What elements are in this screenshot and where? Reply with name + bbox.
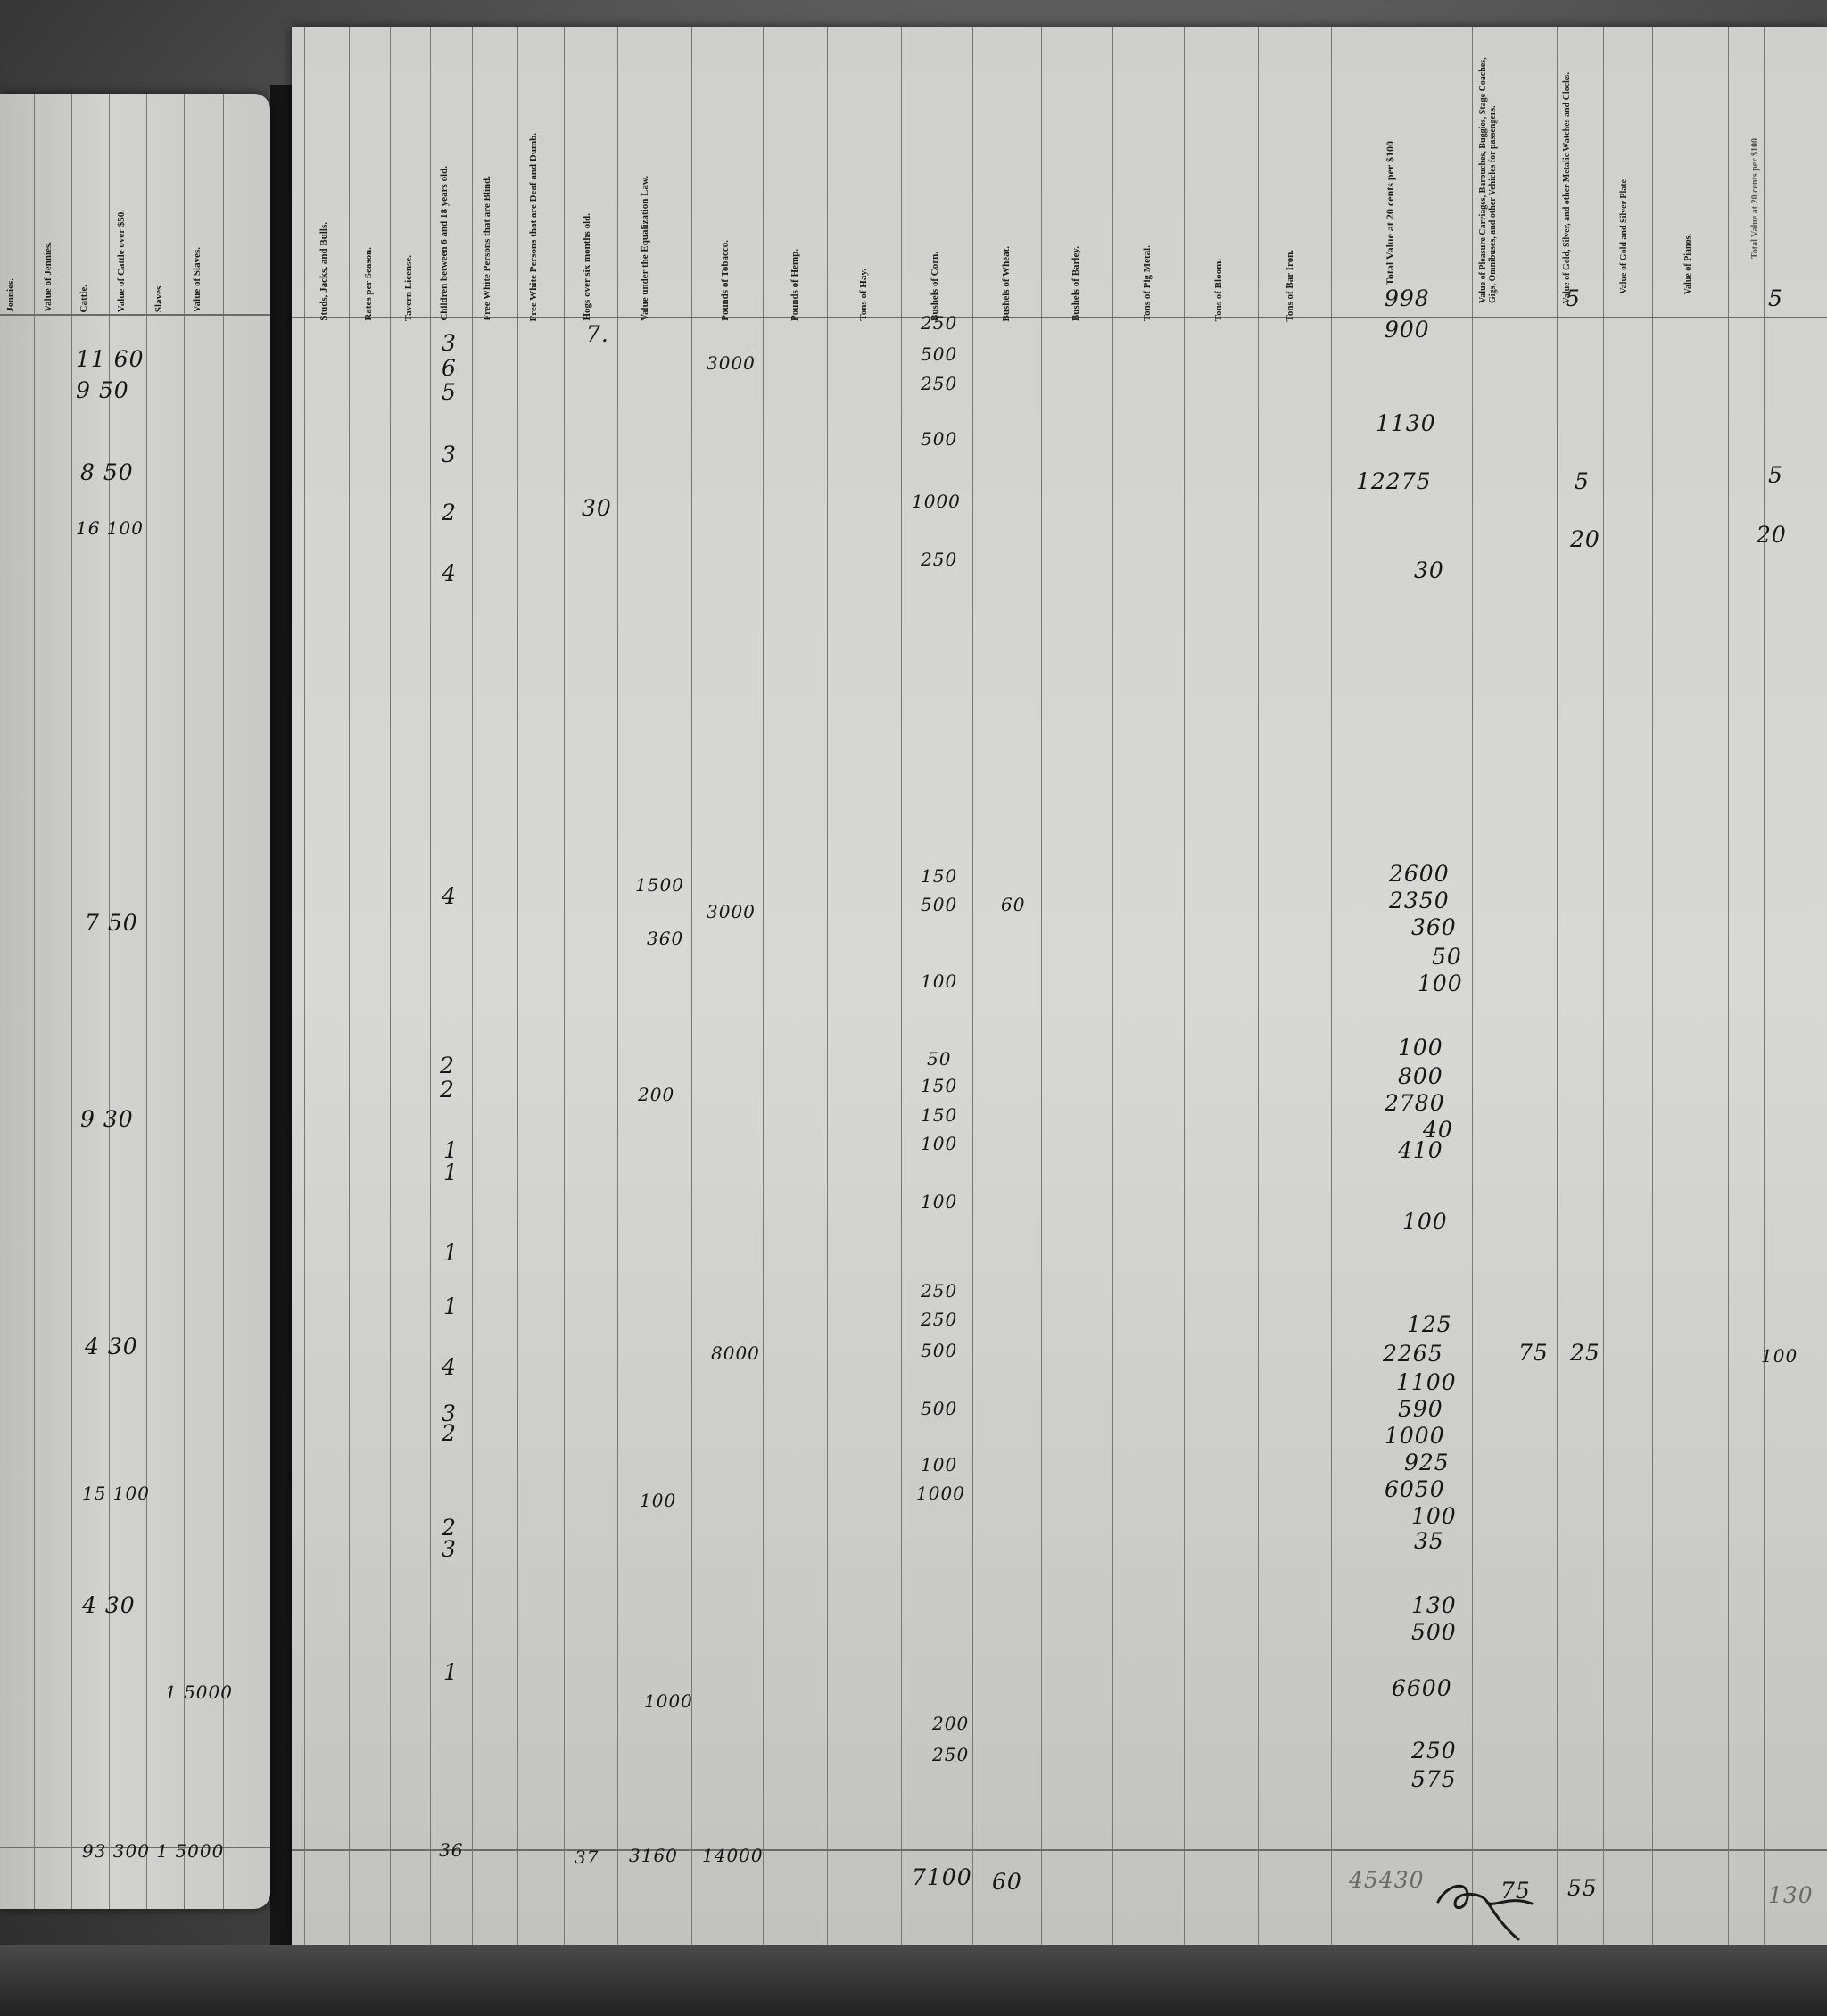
- column-rule: [430, 27, 431, 1945]
- children-entry: 2: [440, 1053, 455, 1078]
- total-children: 36: [439, 1839, 464, 1861]
- total-hogs: 37: [575, 1847, 599, 1868]
- header-slaves: Slaves.: [153, 283, 164, 312]
- children-entry: 2: [442, 1420, 457, 1446]
- header-watches: Value of Gold, Silver, and other Metalic Watches and Clocks.: [1562, 71, 1572, 303]
- children-entry: 3: [442, 442, 457, 467]
- cattle-entry: 8 50: [80, 459, 134, 485]
- children-entry: 2: [442, 1515, 457, 1541]
- column-rule: [901, 27, 902, 1945]
- children-entry: 2: [440, 1077, 455, 1103]
- column-rule: [184, 94, 185, 1909]
- total-value-2-entry: 100: [1761, 1345, 1798, 1367]
- corn-entry: 50: [927, 1048, 952, 1070]
- header-hogs: Hogs over six months old.: [582, 213, 592, 321]
- corn-entry: 500: [921, 894, 958, 915]
- column-rule: [146, 94, 147, 1909]
- tobacco-entry: 3000: [707, 352, 756, 374]
- total-tobacco: 14000: [702, 1845, 764, 1866]
- children-entry: 1: [443, 1240, 459, 1266]
- header-value-of-slaves: Value of Slaves.: [192, 246, 203, 312]
- corn-entry: 250: [921, 549, 958, 570]
- total-carriages: 75: [1500, 1878, 1531, 1904]
- cattle-entry: 11 60: [76, 346, 145, 372]
- corn-entry: 100: [921, 1133, 958, 1154]
- total-value-entry: 575: [1411, 1766, 1457, 1792]
- children-entry: 1: [443, 1659, 459, 1685]
- header-total-value-2: Total Value at 20 cents per $100: [1750, 137, 1760, 259]
- total-total-value: 45430: [1349, 1867, 1425, 1893]
- column-rule: [1041, 27, 1042, 1945]
- header-pig-metal: Tons of Pig Metal.: [1142, 244, 1153, 321]
- total-value-entry: 2350: [1389, 888, 1450, 913]
- corn-entry: 250: [921, 312, 958, 334]
- children-entry: 3: [442, 330, 457, 356]
- total-value-entry: 125: [1407, 1311, 1452, 1337]
- children-entry: 2: [442, 500, 457, 525]
- total-wheat: 60: [992, 1869, 1022, 1895]
- corn-entry: 100: [921, 971, 958, 992]
- header-corn: Bushels of Corn.: [930, 252, 940, 321]
- corn-entry: 150: [921, 1104, 958, 1126]
- header-wheat: Bushels of Wheat.: [1001, 245, 1012, 321]
- cattle-entry: 15 100: [82, 1483, 150, 1504]
- header-tobacco: Pounds of Tobacco.: [720, 240, 731, 321]
- total-total-value-2: 130: [1768, 1882, 1814, 1908]
- total-value-entry: 250: [1411, 1738, 1457, 1764]
- corn-entry: 1000: [916, 1483, 965, 1504]
- header-value-of-cattle: Value of Cattle over $50.: [116, 209, 127, 312]
- column-rule: [564, 27, 565, 1945]
- total-value-entry: 100: [1398, 1035, 1443, 1061]
- column-rule: [349, 27, 350, 1945]
- column-rule: [972, 27, 973, 1945]
- header-hemp: Pounds of Hemp.: [789, 249, 800, 321]
- column-rule: [1652, 27, 1653, 1945]
- wheat-entry: 60: [1001, 894, 1026, 915]
- total-value-entry: 1100: [1396, 1369, 1457, 1395]
- column-rule: [1472, 27, 1473, 1945]
- corn-entry: 100: [921, 1454, 958, 1475]
- total-value-entry: 500: [1411, 1619, 1457, 1645]
- carriages-entry: 75: [1518, 1340, 1549, 1366]
- total-value-entry: 40: [1423, 1117, 1453, 1143]
- header-value-of-jennies: Value of Jennies.: [43, 242, 54, 312]
- corn-entry: 200: [932, 1713, 970, 1734]
- book-gutter: [270, 85, 292, 1949]
- column-rule: [1184, 27, 1185, 1945]
- total-value-entry: 410: [1398, 1137, 1443, 1163]
- total-value-entry: 925: [1404, 1450, 1450, 1475]
- left-totals-row: 93 300 1 5000: [82, 1840, 225, 1862]
- header-equalization: Value under the Equalization Law.: [640, 176, 650, 321]
- left-ledger-page: [0, 94, 270, 1909]
- total-value-entry: 130: [1411, 1592, 1457, 1618]
- watches-entry: 5: [1566, 285, 1581, 311]
- total-value-entry: 6050: [1385, 1476, 1445, 1502]
- total-value-entry: 100: [1411, 1503, 1457, 1529]
- column-rule: [617, 27, 618, 1945]
- corn-entry: 500: [921, 1398, 958, 1419]
- equalization-entry: 1000: [644, 1690, 693, 1712]
- photo-bottom-edge: [0, 1945, 1827, 2016]
- total-value-entry: 360: [1411, 914, 1457, 940]
- children-entry: 6: [442, 355, 457, 381]
- hogs-entry: 7.: [586, 321, 609, 347]
- totals-rule: [292, 1849, 1827, 1851]
- column-rule: [1728, 27, 1729, 1945]
- corn-entry: 250: [921, 1309, 958, 1330]
- cattle-entry: 4 30: [82, 1592, 136, 1618]
- column-rule: [1331, 27, 1332, 1945]
- total-value-entry: 590: [1398, 1396, 1443, 1422]
- children-entry: 3: [442, 1536, 457, 1562]
- total-value-entry: 50: [1432, 944, 1462, 970]
- total-value-entry: 100: [1418, 971, 1463, 996]
- corn-entry: 100: [921, 1191, 958, 1212]
- total-value-entry: 800: [1398, 1063, 1443, 1089]
- total-value-2-entry: 5: [1768, 462, 1783, 488]
- total-value-entry: 1000: [1385, 1423, 1445, 1449]
- column-rule: [34, 94, 35, 1909]
- header-tavern-license: Tavern License.: [403, 254, 414, 321]
- header-plate: Value of Gold and Silver Plate: [1619, 179, 1629, 294]
- equalization-entry: 200: [638, 1084, 675, 1105]
- equalization-entry: 100: [640, 1490, 677, 1511]
- corn-entry: 500: [921, 1340, 958, 1361]
- column-rule: [763, 27, 764, 1945]
- header-carriages: Value of Pleasure Carriages, Barouches, Buggies, Stage Coaches, Gigs, Omnibuses, and other Vehicles for passengers.: [1478, 57, 1498, 303]
- column-rule: [223, 94, 224, 1909]
- slaves-entry: 1 5000: [165, 1681, 233, 1703]
- tobacco-entry: 3000: [707, 901, 756, 922]
- total-value-entry: 2600: [1389, 861, 1450, 887]
- header-pianos: Value of Pianos.: [1683, 233, 1693, 294]
- children-entry: 4: [442, 1354, 457, 1380]
- total-watches: 55: [1567, 1875, 1598, 1901]
- watches-entry: 25: [1570, 1340, 1600, 1366]
- header-blind: Free White Persons that are Blind.: [482, 176, 492, 321]
- corn-entry: 250: [921, 373, 958, 394]
- column-rule: [1603, 27, 1604, 1945]
- header-cattle: Cattle.: [79, 284, 89, 312]
- corn-entry: 500: [921, 343, 958, 365]
- column-rule: [1557, 27, 1558, 1945]
- header-total-value: Total Value at 20 cents per $100: [1384, 140, 1396, 285]
- column-rule: [1258, 27, 1259, 1945]
- corn-entry: 250: [932, 1744, 970, 1765]
- total-value-2-entry: 20: [1757, 522, 1787, 548]
- watches-entry: 20: [1570, 526, 1600, 552]
- children-entry: 4: [442, 883, 457, 909]
- corn-entry: 150: [921, 865, 958, 887]
- cattle-entry: 9 50: [76, 377, 129, 403]
- watches-entry: 5: [1575, 468, 1590, 494]
- column-rule: [691, 27, 692, 1945]
- total-value-entry: 998: [1385, 285, 1430, 311]
- hogs-entry: 30: [582, 495, 612, 521]
- equalization-entry: 1500: [635, 874, 684, 896]
- header-bloom: Tons of Bloom.: [1213, 258, 1224, 321]
- total-value-entry: 100: [1402, 1209, 1448, 1235]
- header-studs-jacks-bulls: Studs, Jacks, and Bulls.: [318, 222, 329, 321]
- corn-entry: 150: [921, 1075, 958, 1096]
- corn-entry: 500: [921, 428, 958, 450]
- header-rule: [0, 314, 270, 316]
- children-entry: 5: [442, 379, 457, 405]
- total-value-2-entry: 5: [1768, 285, 1783, 311]
- header-bar-iron: Tons of Bar Iron.: [1285, 249, 1295, 321]
- total-value-entry: 35: [1414, 1528, 1444, 1554]
- cattle-entry: 4 30: [85, 1334, 138, 1359]
- column-rule: [472, 27, 473, 1945]
- column-rule: [1112, 27, 1113, 1945]
- total-value-entry: 30: [1414, 558, 1444, 583]
- header-rule: [292, 317, 1827, 318]
- header-jennies: Jennies.: [5, 278, 16, 312]
- column-rule: [827, 27, 828, 1945]
- total-value-entry: 2265: [1383, 1341, 1443, 1367]
- total-value-entry: 2780: [1385, 1090, 1445, 1116]
- header-rates-per-season: Rates per Season.: [363, 247, 374, 321]
- header-deaf-dumb: Free White Persons that are Deaf and Dumb.: [528, 132, 539, 321]
- children-entry: 4: [442, 560, 457, 586]
- column-rule: [304, 27, 305, 1945]
- corn-entry: 1000: [912, 491, 961, 512]
- corn-entry: 250: [921, 1280, 958, 1301]
- cattle-entry: 9 30: [80, 1106, 134, 1132]
- equalization-entry: 360: [647, 928, 684, 949]
- total-equalization: 3160: [629, 1845, 678, 1866]
- column-rule: [1764, 27, 1765, 1945]
- children-entry: 1: [443, 1160, 459, 1186]
- cattle-entry: 7 50: [85, 910, 138, 936]
- cattle-entry: 16 100: [76, 517, 144, 539]
- header-children: Children between 6 and 18 years old.: [439, 166, 450, 321]
- column-rule: [517, 27, 518, 1945]
- header-hay: Tons of Hay.: [858, 269, 869, 321]
- handwritten-initial-mark: [1434, 1875, 1541, 1946]
- total-value-entry: 1130: [1376, 410, 1436, 436]
- total-value-entry: 6600: [1392, 1675, 1452, 1701]
- total-value-entry: 12275: [1356, 468, 1432, 494]
- children-entry: 1: [443, 1137, 459, 1163]
- header-barley: Bushels of Barley.: [1071, 245, 1081, 321]
- total-corn: 7100: [912, 1864, 972, 1890]
- children-entry: 1: [443, 1293, 459, 1319]
- children-entry: 3: [442, 1400, 457, 1426]
- right-ledger-page: [292, 27, 1827, 1945]
- column-rule: [71, 94, 72, 1909]
- total-value-entry: 900: [1385, 317, 1430, 343]
- column-rule: [390, 27, 391, 1945]
- tobacco-entry: 8000: [711, 1343, 760, 1364]
